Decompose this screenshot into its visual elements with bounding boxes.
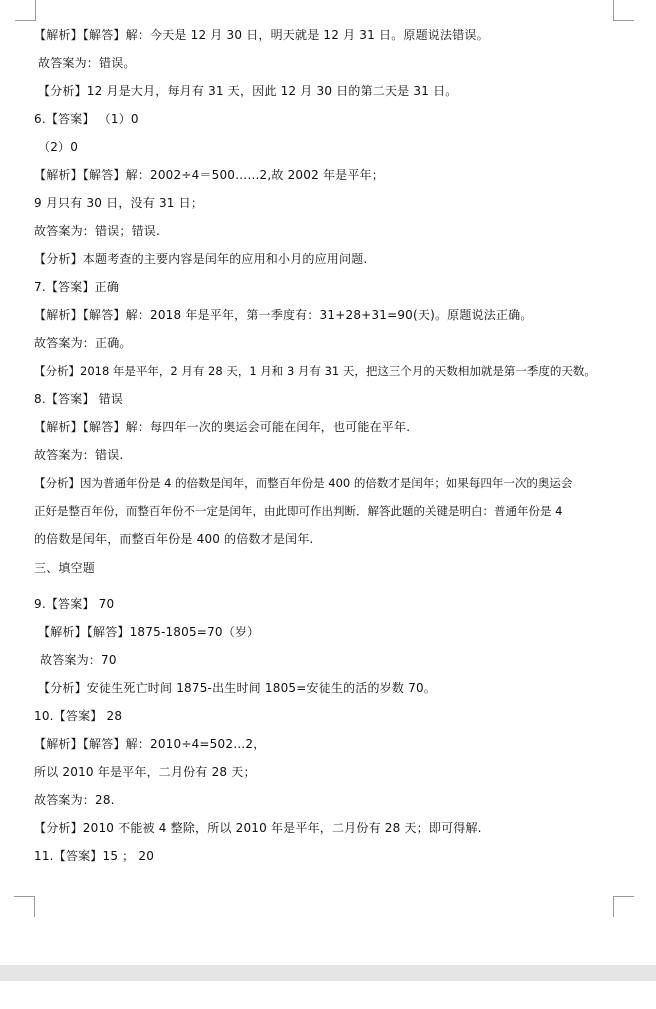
question-answer-line: 6.【答案】 （1）0 <box>34 112 139 126</box>
crop-mark-top-left <box>15 0 36 21</box>
text-line: 【解析】【解答】1875-1805=70（岁） <box>38 625 260 639</box>
text-line: 正好是整百年份，而整百年份不一定是闰年，由此即可作出判断．解答此题的关键是明白：普通年份是 4 <box>34 504 563 518</box>
text-line: 【分析】本题考查的主要内容是闰年的应用和小月的应用问题. <box>34 252 368 266</box>
text-line: 【解析】【解答】解：2018 年是平年，第一季度有：31+28+31=90(天)。原题说法正确。 <box>34 308 533 322</box>
text-line: 故答案为：28. <box>34 793 115 807</box>
text-line: 故答案为：错误。 <box>38 56 136 70</box>
text-line: 的倍数是闰年，而整百年份是 400 的倍数才是闰年. <box>34 532 314 546</box>
crop-mark-top-right <box>613 0 634 21</box>
text-line: 故答案为：正确。 <box>34 336 132 350</box>
text-line: 【解析】【解答】解：今天是 12 月 30 日，明天就是 12 月 31 日。原题说法错误。 <box>34 28 489 42</box>
page-gutter <box>0 965 656 1009</box>
text-line: 故答案为：错误；错误. <box>34 224 161 238</box>
text-line: 【解析】【解答】解：2010÷4=502…2， <box>34 737 266 751</box>
text-line: 故答案为：70 <box>40 653 117 667</box>
crop-mark-bottom-right <box>613 896 634 917</box>
text-line: 所以 2010 年是平年，二月份有 28 天； <box>34 765 256 779</box>
text-line: （2）0 <box>38 140 79 154</box>
text-line: 【分析】安徒生死亡时间 1875-出生时间 1805=安徒生的活的岁数 70。 <box>38 681 436 695</box>
page-separator <box>0 965 656 981</box>
text-line: 【解析】【解答】解：每四年一次的奥运会可能在闰年，也可能在平年. <box>34 420 411 434</box>
text-line: 【分析】因为普通年份是 4 的倍数是闰年，而整百年份是 400 的倍数才是闰年；如果每四年一次的奥运会 <box>34 476 573 490</box>
text-line: 【分析】2018 年是平年，2 月有 28 天，1 月和 3 月有 31 天，把这三个月的天数相加就是第一季度的天数。 <box>34 364 596 378</box>
text-line: 【解析】【解答】解：2002÷4＝500……2,故 2002 年是平年； <box>34 168 384 182</box>
question-answer-line: 7.【答案】正确 <box>34 280 120 294</box>
crop-mark-bottom-left <box>14 896 35 917</box>
text-line: 故答案为：错误. <box>34 448 124 462</box>
question-answer-line: 8.【答案】 错误 <box>34 392 124 406</box>
question-answer-line: 11.【答案】15 ； 20 <box>34 849 155 863</box>
text-line: 【分析】2010 不能被 4 整除，所以 2010 年是平年，二月份有 28 天；即可得解. <box>34 821 482 835</box>
question-answer-line: 10.【答案】 28 <box>34 709 123 723</box>
section-heading: 三、填空题 <box>34 561 96 575</box>
text-line: 【分析】12 月是大月，每月有 31 天，因此 12 月 30 日的第二天是 31 日。 <box>38 84 458 98</box>
text-line: 9 月只有 30 日，没有 31 日； <box>34 196 204 210</box>
question-answer-line: 9.【答案】 70 <box>34 597 115 611</box>
